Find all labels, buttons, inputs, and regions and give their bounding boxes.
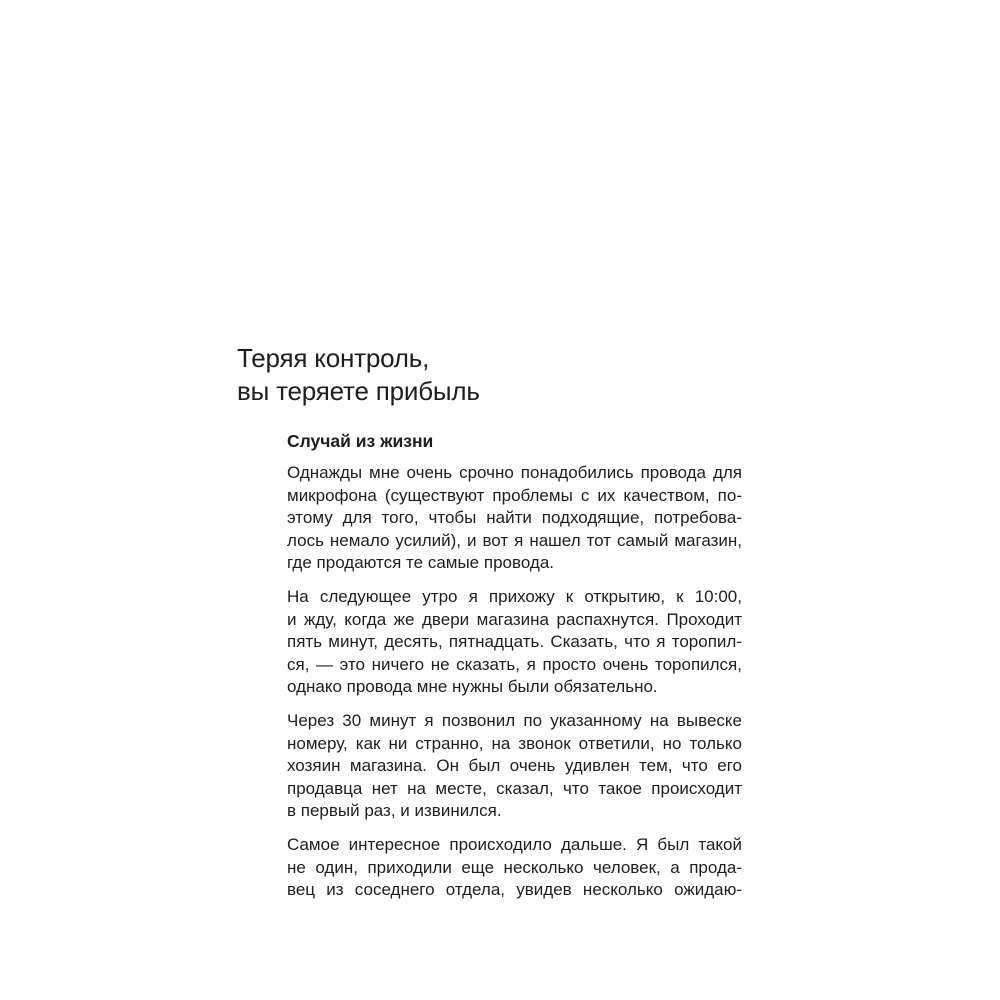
section-title bbox=[237, 342, 757, 408]
paragraph-2 bbox=[287, 586, 742, 699]
text-line: не один, приходили еще несколько человек, а прода- bbox=[287, 857, 742, 877]
text-line: Однажды мне очень срочно понадобились провода для bbox=[287, 463, 742, 482]
section-title-line-2: вы теряете прибыль bbox=[237, 376, 480, 406]
text-line: хозяин магазина. Он был очень удивлен тем, что его bbox=[287, 756, 742, 776]
section-title-line-1: Теряя контроль, bbox=[237, 343, 430, 373]
text-line: Через 30 минут я позвонил по указанному на вывеске bbox=[287, 710, 742, 730]
paragraph-1 bbox=[287, 462, 742, 575]
text-line: продавца нет на месте, сказал, что такое происходит bbox=[287, 778, 742, 798]
paragraph-3 bbox=[287, 710, 742, 823]
paragraph-4 bbox=[287, 834, 742, 902]
text-line: однако провода мне нужны были обязательно. bbox=[287, 677, 658, 697]
case-study-heading: Случай из жизни bbox=[287, 431, 434, 451]
text-line: вец из соседнего отдела, увидев несколько ожидаю- bbox=[287, 880, 742, 900]
text-line: Самое интересное происходило дальше. Я был такой bbox=[287, 834, 742, 854]
text-line: номеру, как ни странно, на звонок ответили, но только bbox=[287, 733, 742, 753]
text-line: где продаются те самые провода. bbox=[287, 553, 554, 573]
text-line: этому для того, чтобы найти подходящие, потребова- bbox=[287, 508, 742, 528]
text-line: лось немало усилий), и вот я нашел тот самый магазин, bbox=[287, 530, 742, 550]
text-line: На следующее утро я прихожу к открытию, к 10:00, bbox=[287, 586, 742, 606]
text-line: пять минут, десять, пятнадцать. Сказать, что я торопил- bbox=[287, 632, 742, 652]
text-line: ся, — это ничего не сказать, я просто очень торопился, bbox=[287, 654, 742, 674]
text-line: и жду, когда же двери магазина распахнутся. Проходит bbox=[287, 609, 742, 629]
case-study-block bbox=[287, 430, 742, 913]
text-line: в первый раз, и извинился. bbox=[287, 801, 502, 821]
text-line: микрофона (существуют проблемы с их качеством, по- bbox=[287, 485, 742, 505]
